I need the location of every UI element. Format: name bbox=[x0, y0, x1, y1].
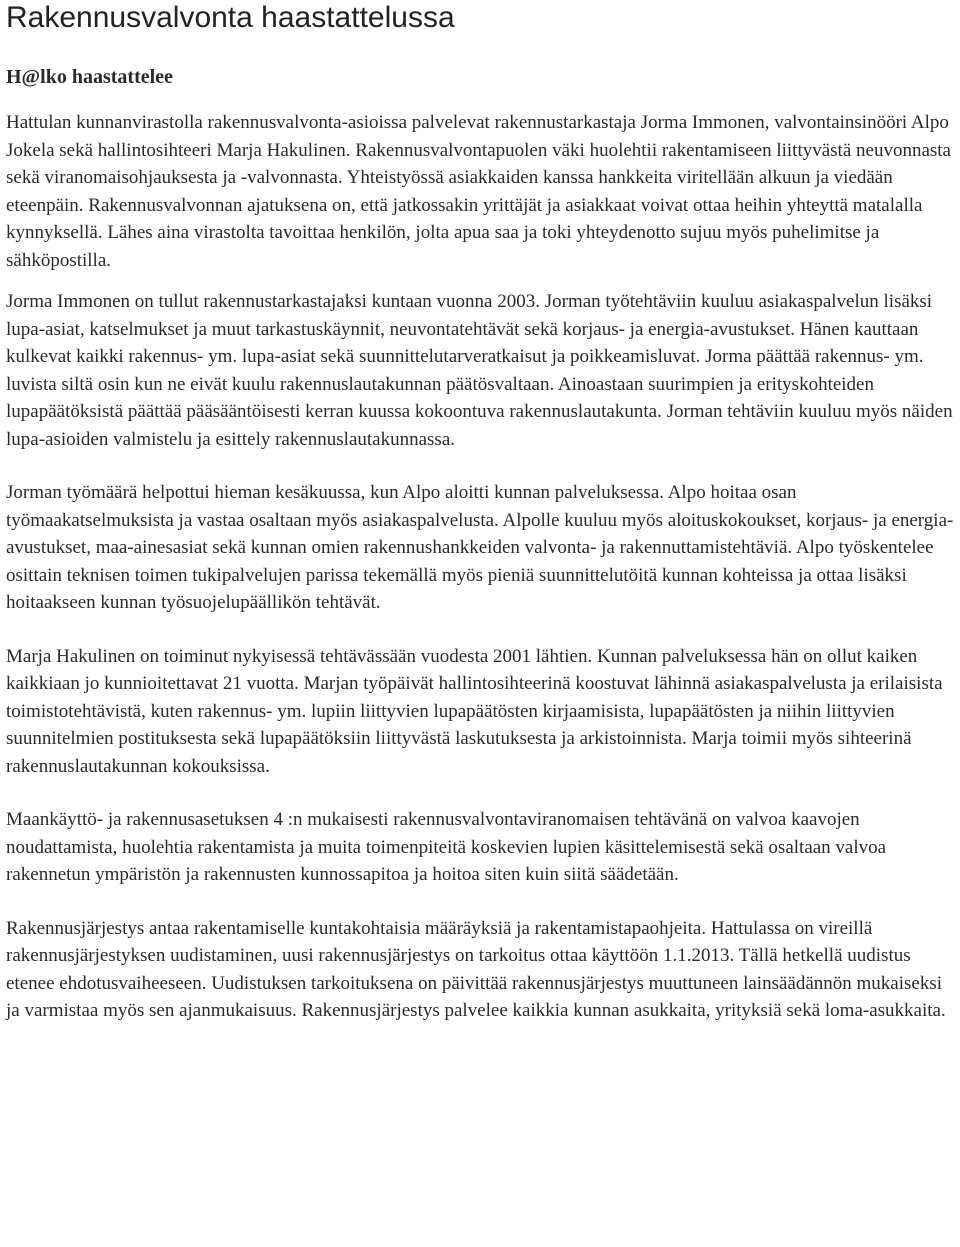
paragraph-jorma: Jorma Immonen on tullut rakennustarkastajaksi kuntaan vuonna 2003. Jorman työtehtäviin kuuluu asiakaspalvelun lisäksi lupa-asiat, katselmukset ja muut tarkastuskäynnit, neuvontatehtävät sekä korjaus- ja energia-avustukset. Hänen kauttaan kulkevat kaikki rakennus- ym. lupa-asiat sekä suunnittelutarveratkaisut ja poikkeamisluvat. Jorma päättää rakennus- ym. luvista siltä osin kun ne eivät kuulu rakennuslautakunnan päätösvaltaan. Ainoastaan suurimpien ja erityskohteiden lupapäätöksistä päättää pääsääntöisesti kerran kuussa kokoontuva rakennuslautakunta. Jorman tehtäviin kuuluu myös näiden lupa-asioiden valmistelu ja esittely rakennuslautakunnassa. bbox=[6, 291, 953, 450]
paragraph-building-code: Rakennusjärjestys antaa rakentamiselle kuntakohtaisia määräyksiä ja rakentamistapaohjeita. Hattulassa on vireillä rakennusjärjestyksen uudistaminen, uusi rakennusjärjestys on tarkoitus ottaa käyttöön 1.1.2013. Tällä hetkellä uudistus etenee ehdotusvaiheeseen. Uudistuksen tarkoituksena on päivittää rakennusjärjestys muuttuneen lainsäädännön mukaiseksi ja varmistaa myös sen ajanmukaisuus. Rakennusjärjestys palvelee kaikkia kunnan asukkaita, yrityksiä sekä loma-asukkaita. bbox=[6, 917, 946, 1021]
document-page bbox=[6, 0, 954, 1025]
paragraph-marja: Marja Hakulinen on toiminut nykyisessä tehtävässään vuodesta 2001 lähtien. Kunnan palveluksessa hän on ollut kaiken kaikkiaan jo kunnioitettavat 21 vuotta. Marjan työpäivät hallintosihteerinä koostuvat lähinnä asiakaspalvelusta ja erilaisista toimistotehtävistä, kuten rakennus- ym. lupiin liittyvien lupapäätösten kirjaamisista, lupapäätösten ja niihin liittyvien suunnitelmien postituksesta sekä lupapäätöksiin liittyvästä laskutuksesta ja arkistoinnista. Marja toimii myös sihteerinä rakennuslautakunnan kokouksissa. bbox=[6, 645, 943, 777]
paragraph-alpo: Jorman työmäärä helpottui hieman kesäkuussa, kun Alpo aloitti kunnan palveluksessa. Alpo hoitaa osan työmaakatselmuksista ja vastaa osaltaan myös asiakaspalvelusta. Alpolle kuuluu myös aloituskokoukset, korjaus- ja energia-avustukset, maa-ainesasiat sekä kunnan omien rakennushankkeiden valvonta- ja rakennuttamistehtäviä. Alpo työskentelee osittain teknisen toimen tukipalvelujen parissa tekemällä myös pieniä suunnittelutöitä kunnan kohteissa ja ottaa lisäksi hoitaakseen kunnan työsuojelupäällikön tehtävät. bbox=[6, 482, 954, 613]
paragraph-intro: Hattulan kunnanvirastolla rakennusvalvonta-asioissa palvelevat rakennustarkastaja Jorma Immonen, valvontainsinööri Alpo Jokela sekä hallintosihteeri Marja Hakulinen. Rakennusvalvontapuolen väki huolehtii rakentamiseen liittyvästä neuvonnasta sekä viranomaisohjauksesta ja -valvonnasta. Yhteistyössä asiakkaiden kanssa hankkeita viritellään alkuun ja viedään eteenpäin. Rakennusvalvonnan ajatuksena on, että jatkossakin yrittäjät ja asiakkaat voivat ottaa heihin yhteyttä matalalla kynnyksellä. Lähes aina virastolta tavoittaa henkilön, jolta apua saa ja toki yhteydenotto sujuu myös puhelimitse ja sähköpostilla. bbox=[6, 112, 951, 271]
paragraph-law: Maankäyttö- ja rakennusasetuksen 4 :n mukaisesti rakennusvalvontaviranomaisen tehtävänä on valvoa kaavojen noudattamista, huolehtia rakentamista ja muita toimenpiteitä koskevien lupien käsittelemisestä sekä osaltaan valvoa rakennetun ympäristön ja rakennusten kunnossapitoa ja hoitoa siten kuin siitä säädetään. bbox=[6, 809, 887, 885]
page-title: Rakennusvalvonta haastattelussa bbox=[6, 1, 455, 34]
page-subtitle: H@lko haastattelee bbox=[6, 66, 173, 88]
